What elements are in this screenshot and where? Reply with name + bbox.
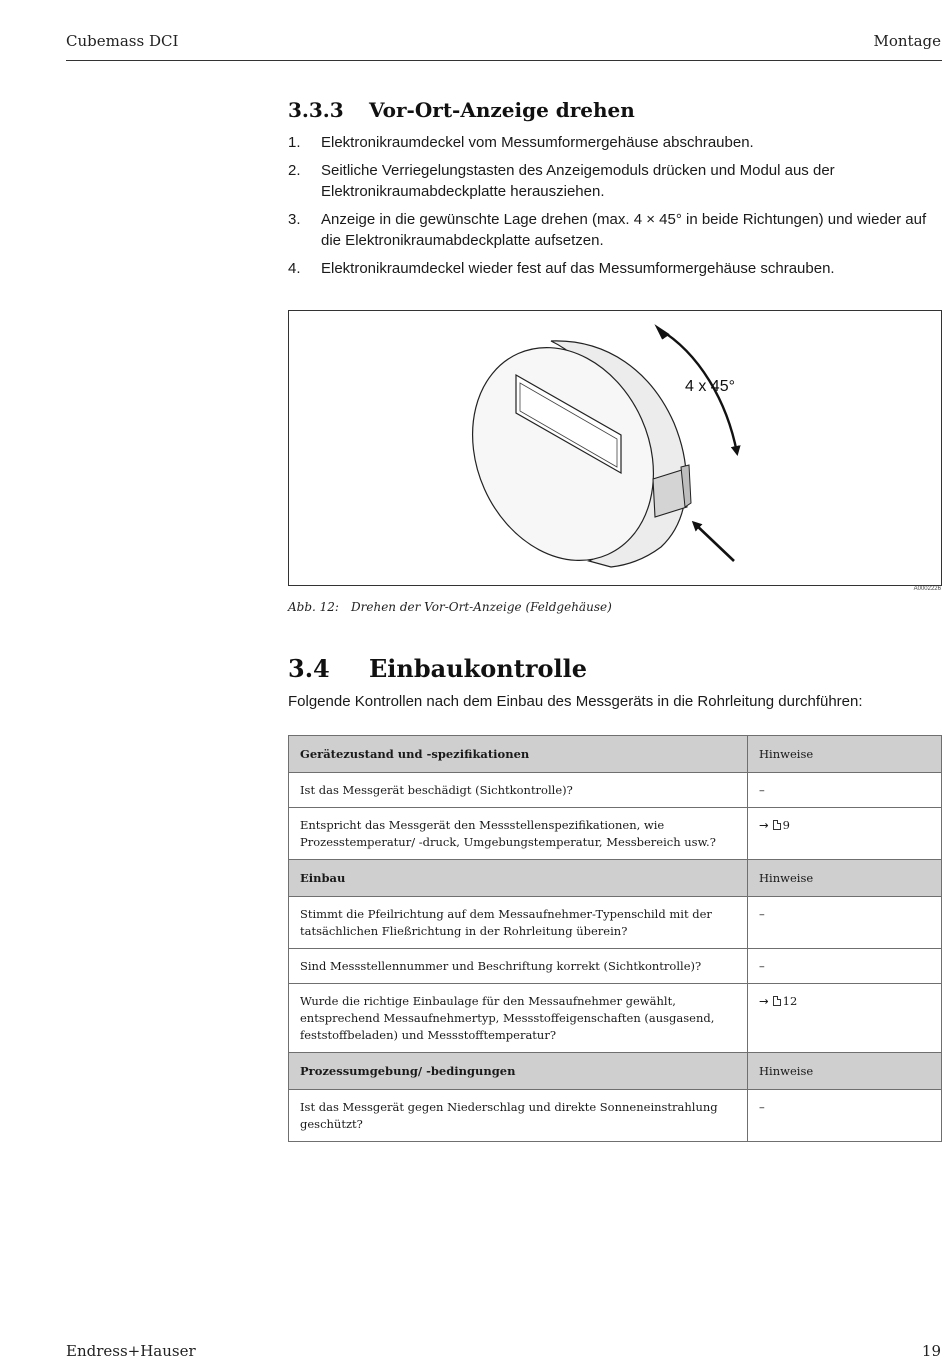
figure-code: A0002226	[913, 586, 941, 592]
section-number: 3.4	[288, 654, 330, 683]
table-row	[289, 773, 942, 808]
installation-check-table	[288, 735, 942, 1142]
figure-caption	[288, 600, 612, 614]
section-heading-3-3-3	[288, 98, 635, 122]
section-intro: Folgende Kontrollen nach dem Einbau des Messgeräts in die Rohrleitung durchführen:	[288, 693, 863, 710]
group-title: Einbau	[289, 860, 748, 897]
notes-header: Hinweise	[748, 736, 942, 773]
table-group-header	[289, 860, 942, 897]
table-group-header	[289, 1053, 942, 1090]
table-row	[289, 949, 942, 984]
check-note: –	[748, 897, 942, 949]
check-question: Wurde die richtige Einbaulage für den Messaufnehmer gewählt, entsprechend Messaufnehmertyp, Messstoffeigenschaften (ausgasend, feststoffbeladen) und Messstofftemperatur?	[289, 984, 748, 1053]
check-note: –	[748, 1090, 942, 1142]
section-heading-3-4	[288, 654, 587, 683]
step-text: Seitliche Verriegelungstasten des Anzeigemoduls drücken und Modul aus der Elektronikraumabdeckplatte herausziehen.	[321, 162, 835, 200]
footer-company: Endress+Hauser	[66, 1342, 196, 1360]
reference-arrow-icon: →	[759, 994, 769, 1008]
check-note	[748, 984, 942, 1053]
section-number: 3.3.3	[288, 98, 344, 122]
header-rule	[66, 60, 942, 61]
check-note: –	[748, 773, 942, 808]
footer-page-number: 19	[921, 1342, 941, 1360]
section-title: Vor-Ort-Anzeige drehen	[369, 98, 635, 122]
header-chapter-name: Montage	[873, 32, 941, 50]
display-module-illustration	[289, 311, 941, 585]
check-question: Ist das Messgerät beschädigt (Sichtkontrolle)?	[289, 773, 748, 808]
header-product-name: Cubemass DCI	[66, 32, 179, 50]
step-text: Elektronikraumdeckel wieder fest auf das Messumformergehäuse schrauben.	[321, 260, 835, 277]
page-reference-number: 9	[782, 818, 790, 832]
step-item	[288, 258, 943, 279]
page-reference-number: 12	[782, 994, 798, 1008]
step-text: Anzeige in die gewünschte Lage drehen (max. 4 × 45° in beide Richtungen) und wieder auf die Elektronikraumabdeckplatte aufsetzen.	[321, 211, 927, 249]
caption-label: Abb. 12:	[288, 600, 339, 614]
table-group-header	[289, 736, 942, 773]
notes-header: Hinweise	[748, 860, 942, 897]
step-number: 3.	[288, 211, 301, 228]
rotation-label: 4 x 45°	[685, 378, 735, 395]
table-row	[289, 808, 942, 860]
group-title: Gerätezustand und -spezifikationen	[289, 736, 748, 773]
step-text: Elektronikraumdeckel vom Messumformergehäuse abschrauben.	[321, 134, 754, 151]
check-question: Sind Messstellennummer und Beschriftung korrekt (Sichtkontrolle)?	[289, 949, 748, 984]
step-number: 4.	[288, 260, 301, 277]
step-number: 2.	[288, 162, 301, 179]
notes-header: Hinweise	[748, 1053, 942, 1090]
table-row	[289, 897, 942, 949]
table-row	[289, 1090, 942, 1142]
display-rotation-figure	[288, 310, 942, 586]
group-title: Prozessumgebung/ -bedingungen	[289, 1053, 748, 1090]
step-item	[288, 160, 943, 202]
instruction-steps	[288, 132, 943, 286]
step-item	[288, 132, 943, 153]
reference-arrow-icon: →	[759, 818, 769, 832]
page-reference-icon	[773, 820, 781, 830]
caption-text: Drehen der Vor-Ort-Anzeige (Feldgehäuse)	[351, 600, 612, 614]
step-number: 1.	[288, 134, 301, 151]
check-note: –	[748, 949, 942, 984]
check-question: Stimmt die Pfeilrichtung auf dem Messaufnehmer-Typenschild mit der tatsächlichen Fließrichtung in der Rohrleitung überein?	[289, 897, 748, 949]
table-row	[289, 984, 942, 1053]
check-note	[748, 808, 942, 860]
step-item	[288, 209, 943, 251]
page-reference-icon	[773, 996, 781, 1006]
section-title: Einbaukontrolle	[369, 654, 587, 683]
check-question: Entspricht das Messgerät den Messstellenspezifikationen, wie Prozesstemperatur/ -druck, Umgebungstemperatur, Messbereich usw.?	[289, 808, 748, 860]
check-question: Ist das Messgerät gegen Niederschlag und direkte Sonneneinstrahlung geschützt?	[289, 1090, 748, 1142]
